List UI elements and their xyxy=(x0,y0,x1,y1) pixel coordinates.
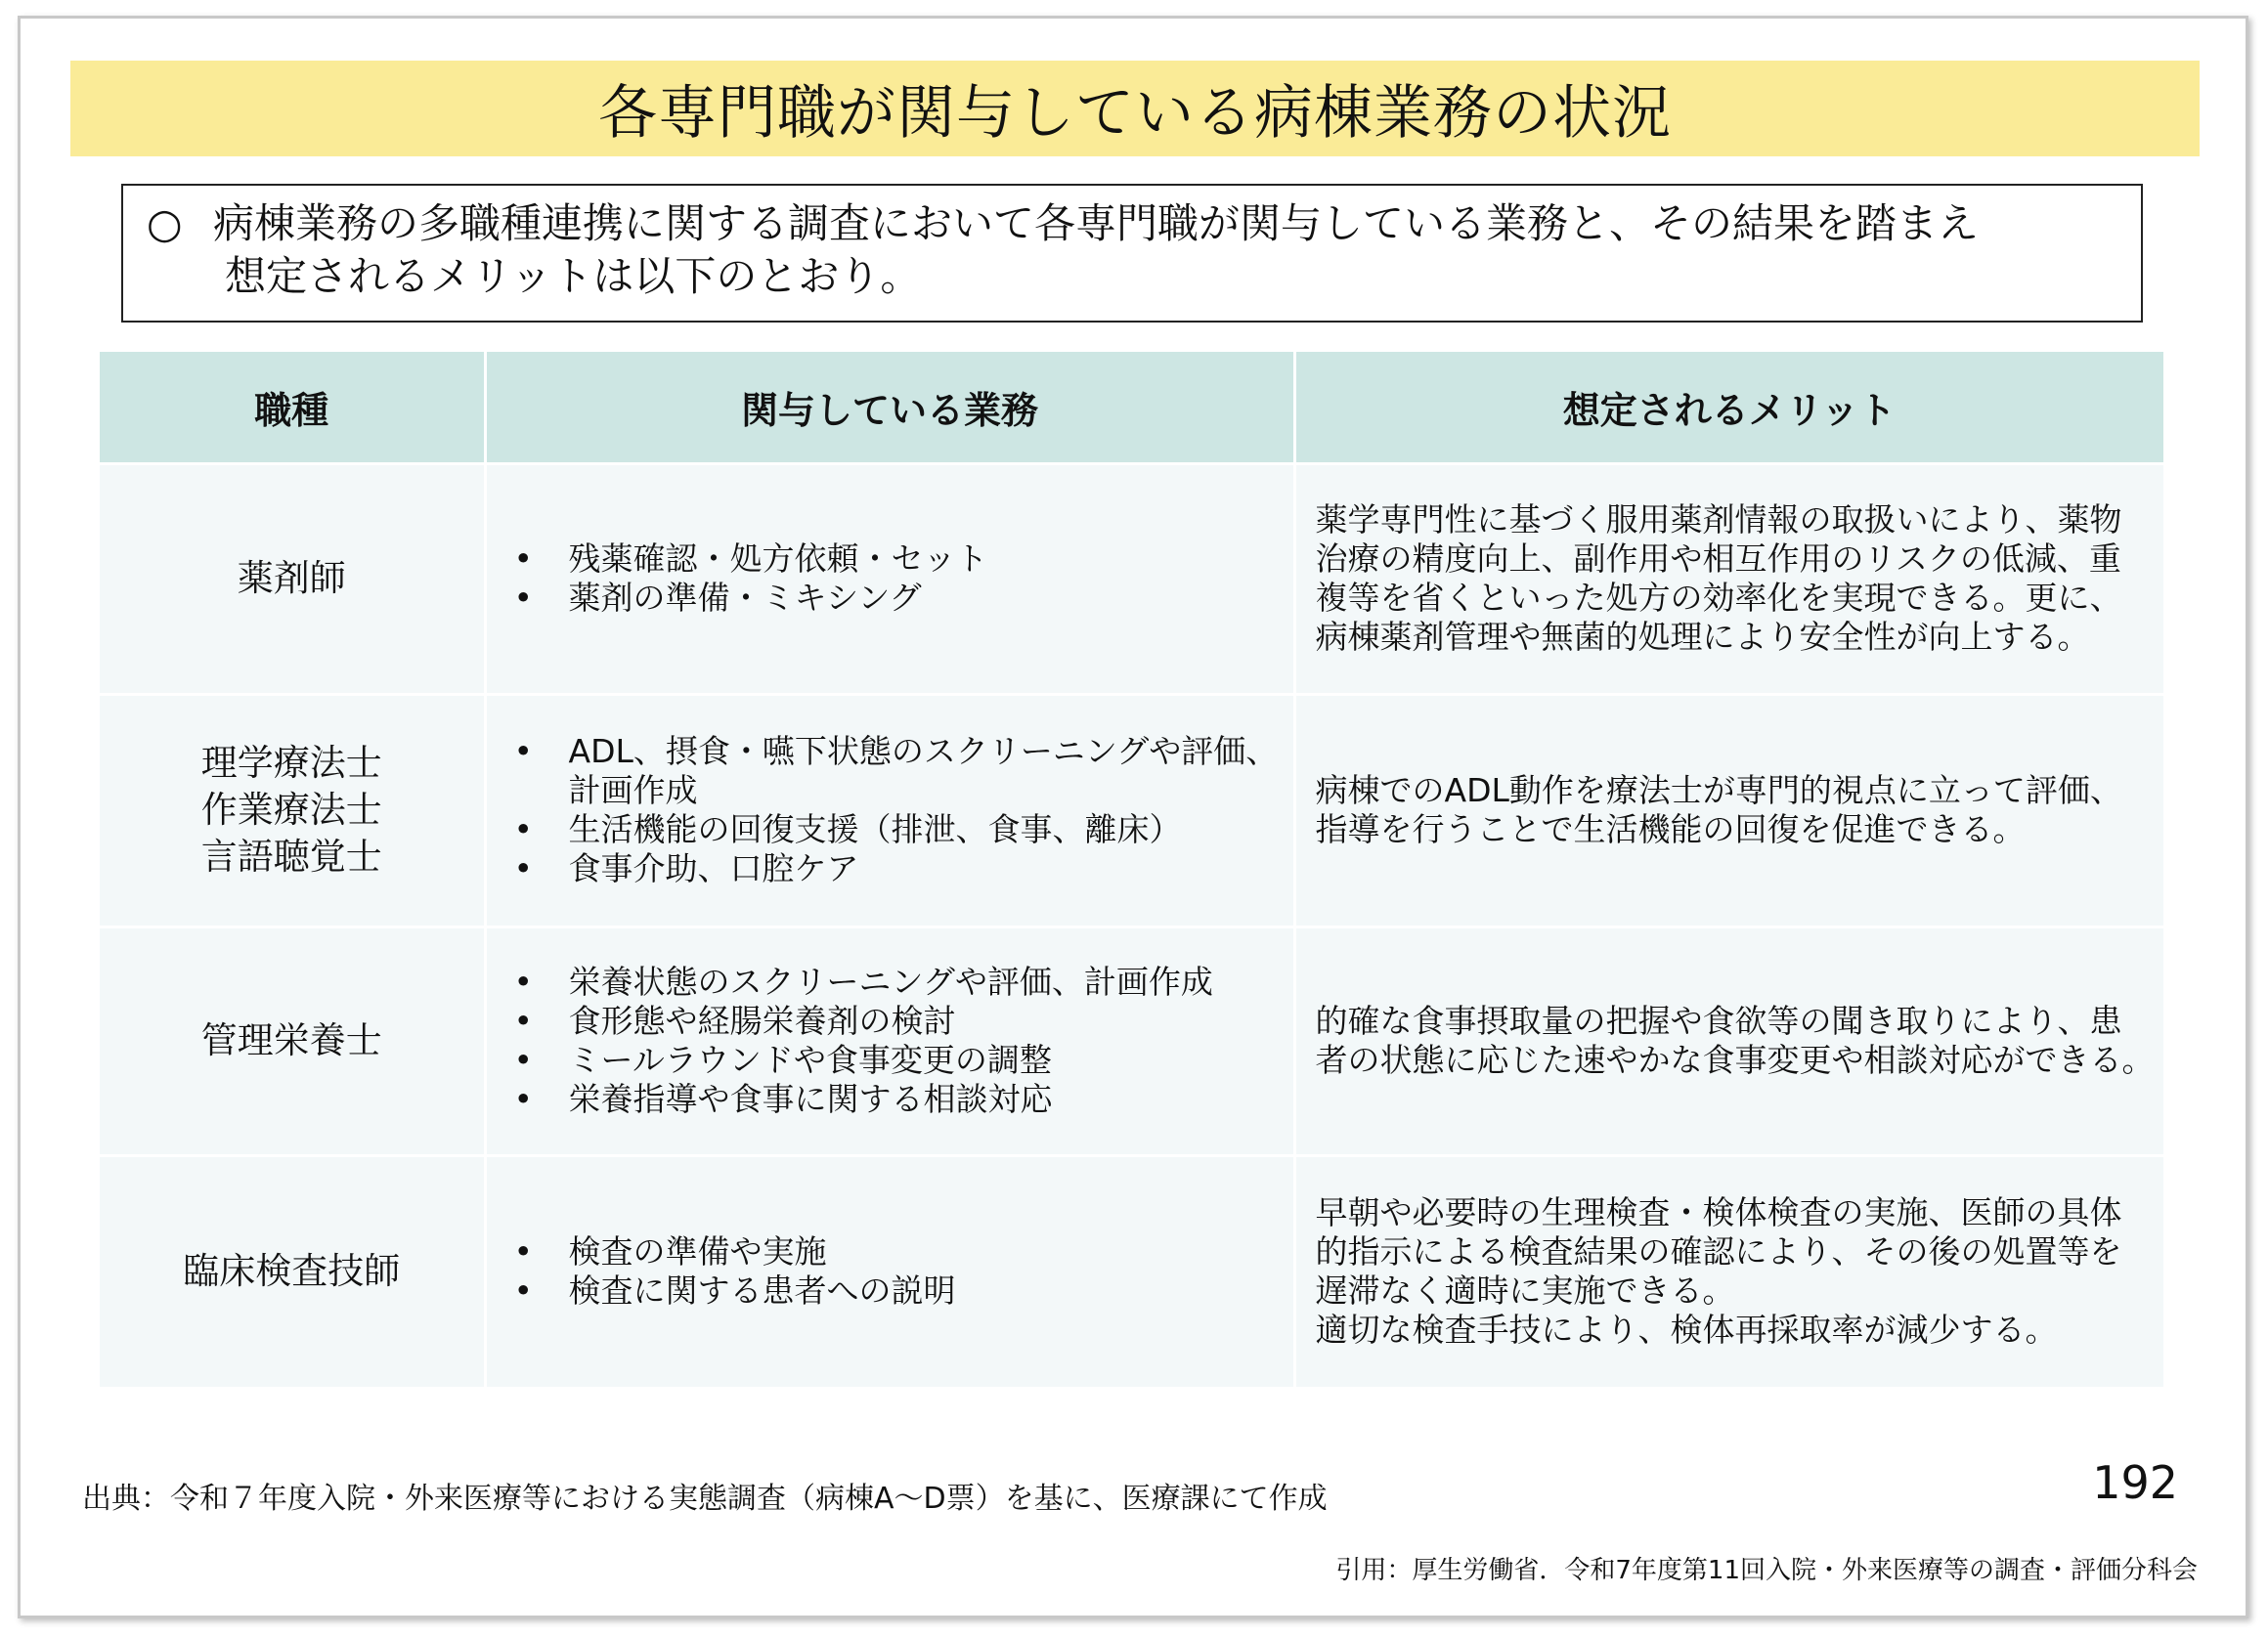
table-row-pharmacist xyxy=(100,463,2164,694)
benefit-line: 病棟薬剤管理や無菌的処理により安全性が向上する。 xyxy=(1315,618,2090,656)
role-name: 作業療法士 xyxy=(200,789,382,831)
benefit-cell xyxy=(1294,927,2164,1155)
header-role: 職種 xyxy=(100,352,485,463)
bullet-icon: • xyxy=(513,1002,533,1040)
bullet-icon: • xyxy=(513,579,533,617)
title-bar xyxy=(70,61,2200,156)
benefit-line: 複等を省くといった処方の効率化を実現できる。更に、 xyxy=(1315,579,2122,617)
duty-text: 検査に関する患者への説明 xyxy=(568,1272,956,1310)
benefit-line: 薬学専門性に基づく服用薬剤情報の取扱いにより、薬物 xyxy=(1315,500,2122,539)
benefit-line: 者の状態に応じた速やかな食事変更や相談対応ができる。 xyxy=(1315,1041,2155,1079)
role-name: 理学療法士 xyxy=(200,742,382,784)
duties-cell xyxy=(485,1155,1294,1388)
benefit-line: 治療の精度向上、副作用や相互作用のリスクの低減、重 xyxy=(1315,539,2121,578)
role-cell xyxy=(100,927,485,1155)
table-header-row xyxy=(100,352,2164,463)
duties-cell xyxy=(485,927,1294,1155)
role-name: 臨床検査技師 xyxy=(183,1250,401,1292)
duties-cell xyxy=(485,694,1294,927)
benefit-line: 指導を行うことで生活機能の回復を促進できる。 xyxy=(1315,810,2026,848)
duty-text: 計画作成 xyxy=(568,771,698,809)
citation-note: 引用：厚生労働省．令和7年度第11回入院・外来医療等の調査・評価分科会 xyxy=(1335,1556,2198,1585)
benefit-line: 早朝や必要時の生理検査・検体検査の実施、医師の具体 xyxy=(1315,1193,2122,1231)
benefit-line: 適切な検査手技により、検体再採取率が減少する。 xyxy=(1315,1311,2058,1349)
header-duties: 関与している業務 xyxy=(485,352,1294,463)
duty-text: ADL、摂食・嚥下状態のスクリーニングや評価、 xyxy=(568,732,1279,770)
list-item xyxy=(506,810,1292,849)
list-item xyxy=(506,1002,1292,1041)
summary-bullet: ○ xyxy=(147,199,183,247)
page-title: 各専門職が関与している病棟業務の状況 xyxy=(598,79,1672,148)
role-name: 管理栄養士 xyxy=(200,1019,382,1061)
duties-cell xyxy=(485,463,1294,694)
role-cell xyxy=(100,463,485,694)
benefit-line: 的確な食事摂取量の把握や食欲等の聞き取りにより、患 xyxy=(1315,1002,2122,1040)
duty-text: 栄養状態のスクリーニングや評価、計画作成 xyxy=(568,963,1213,1001)
summary-box xyxy=(121,184,2143,323)
list-item xyxy=(506,732,1292,771)
bullet-icon: • xyxy=(513,1041,533,1079)
role-name: 言語聴覚士 xyxy=(200,836,382,878)
duty-text: 生活機能の回復支援（排泄、食事、離床） xyxy=(568,810,1182,848)
header-benefit: 想定されるメリット xyxy=(1294,352,2164,463)
table-row-therapist xyxy=(100,694,2164,927)
source-note: 出典：令和７年度入院・外来医療等における実態調査（病棟A〜D票）を基に、医療課にて作成 xyxy=(82,1482,1328,1516)
bullet-icon: • xyxy=(513,1272,533,1310)
list-item xyxy=(506,1080,1292,1119)
list-item xyxy=(506,849,1292,888)
role-name: 薬剤師 xyxy=(237,557,346,599)
duty-text: 検査の準備や実施 xyxy=(568,1232,827,1271)
duty-text: 薬剤の準備・ミキシング xyxy=(568,579,922,617)
list-item xyxy=(506,579,1292,618)
benefit-cell xyxy=(1294,694,2164,927)
summary-line-1 xyxy=(147,197,2121,250)
list-item-continuation xyxy=(506,771,1292,810)
benefit-cell xyxy=(1294,1155,2164,1388)
duty-text: ミールラウンドや食事変更の調整 xyxy=(568,1041,1052,1079)
duty-text: 栄養指導や食事に関する相談対応 xyxy=(568,1080,1053,1118)
benefit-line: 病棟でのADL動作を療法士が専門的視点に立って評価、 xyxy=(1315,771,2122,809)
bullet-icon: • xyxy=(513,1232,533,1271)
staff-table-area xyxy=(100,352,2164,1388)
benefit-cell xyxy=(1294,463,2164,694)
bullet-icon: • xyxy=(513,963,533,1001)
list-item xyxy=(506,1232,1292,1272)
bullet-icon: • xyxy=(513,849,533,887)
duty-text: 食形態や経腸栄養剤の検討 xyxy=(568,1002,956,1040)
benefit-line: 的指示による検査結果の確認により、その後の処置等を xyxy=(1315,1232,2122,1271)
list-item xyxy=(506,963,1292,1002)
benefit-line: 遅滞なく適時に実施できる。 xyxy=(1315,1272,1735,1310)
bullet-icon: • xyxy=(513,732,533,770)
summary-text-1: 病棟業務の多職種連携に関する調査において各専門職が関与している業務と、その結果を踏まえ xyxy=(213,199,1980,247)
staff-table xyxy=(100,352,2166,1390)
bullet-icon: • xyxy=(513,1080,533,1118)
bullet-icon: • xyxy=(513,539,533,578)
list-item xyxy=(506,539,1292,579)
summary-line-2: 想定されるメリットは以下のとおり。 xyxy=(225,252,922,300)
list-item xyxy=(506,1272,1292,1311)
duty-text: 食事介助、口腔ケア xyxy=(568,849,859,887)
table-row-dietitian xyxy=(100,927,2164,1155)
page-number: 192 xyxy=(2092,1456,2178,1509)
list-item xyxy=(506,1041,1292,1080)
duty-text: 残薬確認・処方依頼・セット xyxy=(568,539,988,578)
bullet-icon: • xyxy=(513,810,533,848)
role-cell xyxy=(100,1155,485,1388)
table-row-lab-technician xyxy=(100,1155,2164,1388)
role-cell xyxy=(100,694,485,927)
